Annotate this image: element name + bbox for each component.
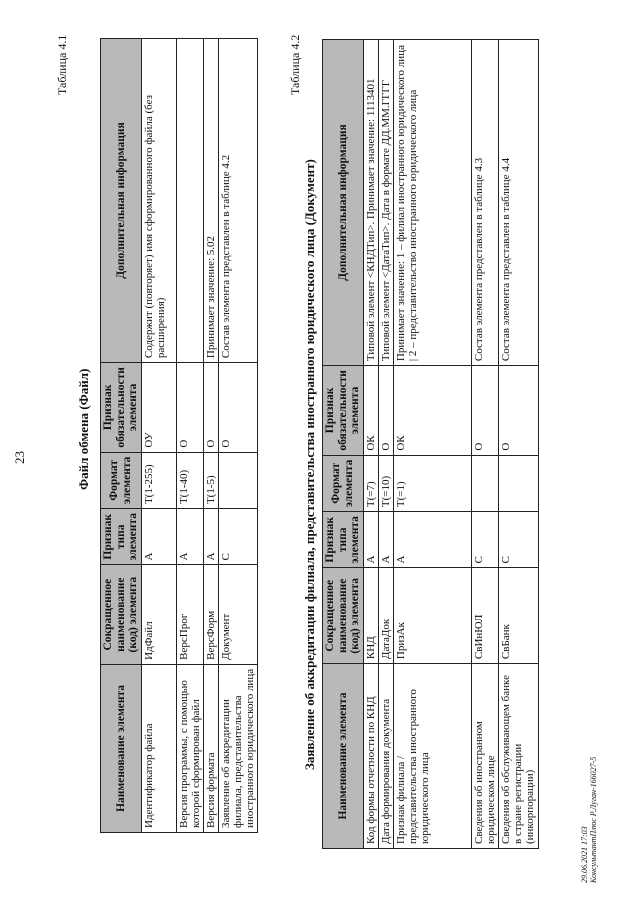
table-row <box>379 40 394 849</box>
table-cell: О <box>499 366 538 456</box>
table-cell: О <box>219 363 258 453</box>
table-cell: Документ <box>219 565 258 664</box>
table-cell: Состав элемента представлен в таблице 4.4 <box>499 40 538 366</box>
table-cell: ОУ <box>141 363 176 453</box>
table-cell: Принимает значение: 1 – филиал иностранного юридического лица | 2 – представительство иностранного юридического лица <box>394 40 472 366</box>
table2-header-row <box>323 40 364 849</box>
t2-header-required: Признак обязательности элемента <box>323 366 364 456</box>
table-cell: Сведения об иностранном юридическом лице <box>472 664 499 849</box>
table-cell: С <box>219 509 258 565</box>
t2-header-format: Формат элемента <box>323 455 364 511</box>
footer-date: 29.06.2021 17:03 <box>580 826 589 883</box>
table-cell: СвИнЮЛ <box>472 568 499 664</box>
table-cell: Признак филиала / представительства иностранного юридического лица <box>394 664 472 849</box>
t1-header-type: Признак типа элемента <box>101 509 142 565</box>
table-cell: T(=10) <box>379 455 394 511</box>
table-cell: ОК <box>394 366 472 456</box>
table-cell: ВерсФорм <box>204 565 219 664</box>
table-cell: А <box>176 509 203 565</box>
table-cell: Принимает значение: 5.02 <box>204 39 219 363</box>
table-row <box>472 40 499 849</box>
table1 <box>100 38 258 833</box>
table-cell: Типовой элемент <ДатаТип>. Дата в формате ДД.ММ.ГГГГ <box>379 40 394 366</box>
table-cell: ВерсПрог <box>176 565 203 664</box>
table-cell <box>219 452 258 508</box>
t2-header-name: Наименование элемента <box>323 664 364 849</box>
table1-label: Таблица 4.1 <box>55 34 69 95</box>
table-cell: О <box>379 366 394 456</box>
table-cell: Дата формирования документа <box>379 664 394 849</box>
footer-source: КонсультантПлюс Р.Луган-166027-5 <box>589 756 599 883</box>
table-cell: ДатаДок <box>379 568 394 664</box>
table-cell: А <box>363 512 378 568</box>
table-cell: Содержит (повторяет) имя сформированного файла (без расширения) <box>141 39 176 363</box>
table-cell: О <box>472 366 499 456</box>
t2-header-info: Дополнительная информация <box>323 40 364 366</box>
table-cell: СвБанк <box>499 568 538 664</box>
table1-header-row <box>101 39 142 833</box>
table-cell: T(=1) <box>394 455 472 511</box>
table-row <box>141 39 176 833</box>
table2-title: Заявление об аккредитации филиала, представительства иностранного юридического лица (Документ) <box>302 159 317 770</box>
table-cell: А <box>141 509 176 565</box>
table-cell: Состав элемента представлен в таблице 4.3 <box>472 40 499 366</box>
table-cell: Код формы отчетности по КНД <box>363 664 378 849</box>
table-cell: Идентификатор файла <box>141 664 176 832</box>
t2-header-code: Сокращенное наименование (код) элемента <box>323 568 364 664</box>
table-cell: А <box>204 509 219 565</box>
table-cell <box>499 455 538 511</box>
table-row <box>499 40 538 849</box>
table-cell: ОК <box>363 366 378 456</box>
table-cell: С <box>472 512 499 568</box>
table-cell: T(1-5) <box>204 452 219 508</box>
table-cell: Состав элемента представлен в таблице 4.2 <box>219 39 258 363</box>
table-cell: Версия программы, с помощью которой сформирован файл <box>176 664 203 832</box>
table-cell <box>472 455 499 511</box>
table-row <box>204 39 219 833</box>
table-cell: Версия формата <box>204 664 219 832</box>
t1-header-required: Признак обязательности элемента <box>101 363 142 453</box>
table2 <box>322 39 539 849</box>
table-row <box>363 40 378 849</box>
table-row <box>176 39 203 833</box>
table-cell: О <box>176 363 203 453</box>
t1-header-format: Формат элемента <box>101 452 142 508</box>
t2-header-type: Признак типа элемента <box>323 512 364 568</box>
table-cell: А <box>379 512 394 568</box>
t1-header-info: Дополнительная информация <box>101 39 142 363</box>
table-cell: Заявление об аккредитации филиала, представительства иностранного юридического лица <box>219 664 258 832</box>
footer-stamp <box>580 757 598 883</box>
table-cell: КНД <box>363 568 378 664</box>
table-cell <box>176 39 203 363</box>
table-cell: Сведения об обслуживающем банке в стране регистрации (инкорпорации) <box>499 664 538 849</box>
table-cell: С <box>499 512 538 568</box>
table-cell: ПризАк <box>394 568 472 664</box>
table-cell: T(1-255) <box>141 452 176 508</box>
table-row <box>219 39 258 833</box>
table-cell: T(1-40) <box>176 452 203 508</box>
table2-label: Таблица 4.2 <box>288 34 302 95</box>
page-number: 23 <box>12 451 27 464</box>
table-cell: А <box>394 512 472 568</box>
t1-header-name: Наименование элемента <box>101 664 142 832</box>
table-row <box>394 40 472 849</box>
table-cell: ИдФайл <box>141 565 176 664</box>
table1-title: Файл обмена (Файл) <box>76 368 91 490</box>
t1-header-code: Сокращенное наименование (код) элемента <box>101 565 142 664</box>
table-cell: T(=7) <box>363 455 378 511</box>
table-cell: Типовой элемент <КНДТип>. Принимает значение: 1113401 <box>363 40 378 366</box>
table-cell: О <box>204 363 219 453</box>
